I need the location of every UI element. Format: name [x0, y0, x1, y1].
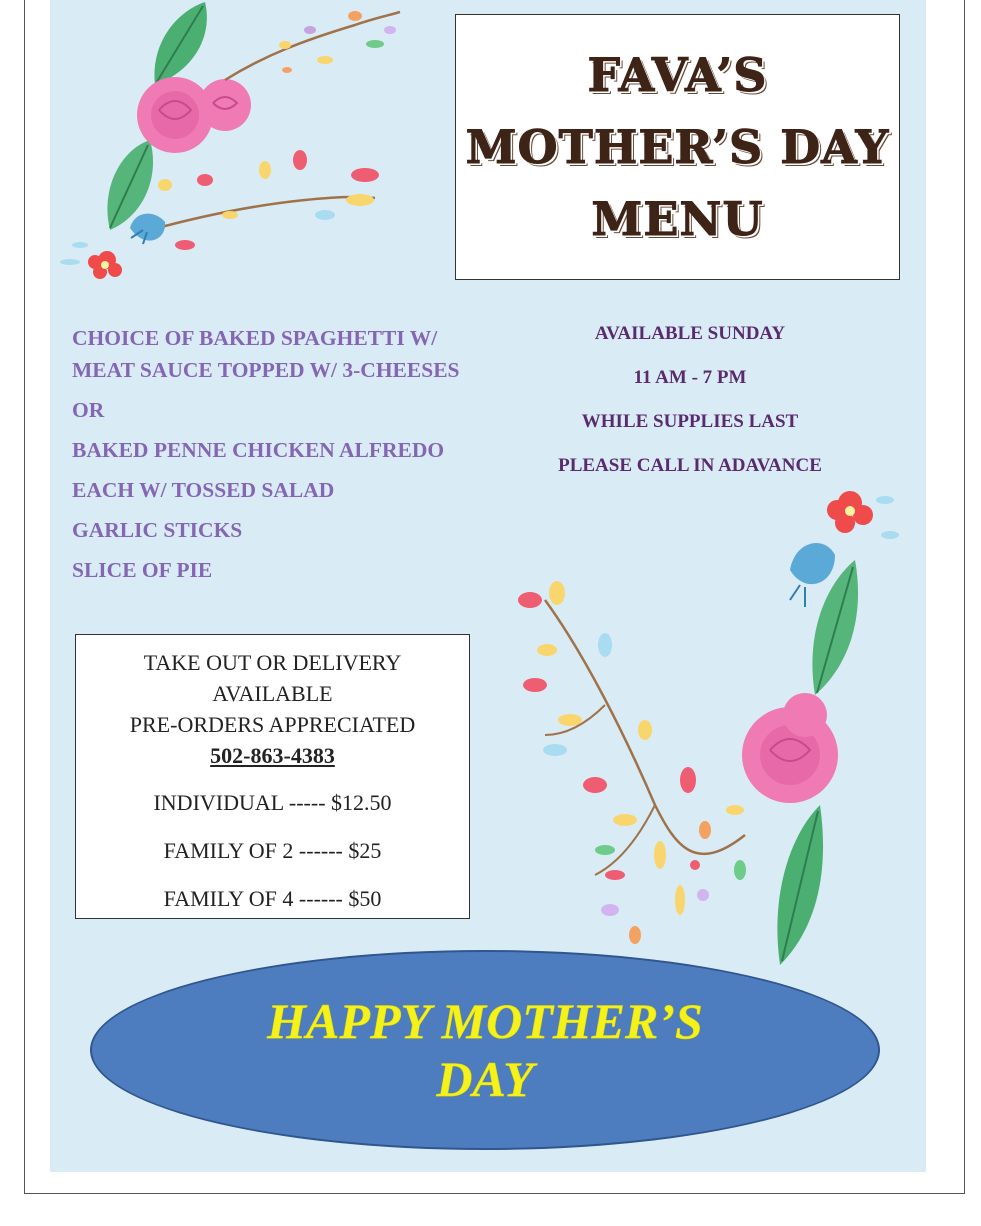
menu-item-alfredo: BAKED PENNE CHICKEN ALFREDO [72, 438, 445, 462]
info-hours: 11 AM - 7 PM [633, 367, 747, 388]
greeting-ellipse [90, 950, 880, 1150]
title-line-3: MENU [591, 192, 764, 246]
title-box [455, 14, 900, 280]
price-individual: INDIVIDUAL ----- $12.50 [153, 790, 392, 815]
menu-item-pie: SLICE OF PIE [72, 558, 213, 582]
menu-item-spaghetti: CHOICE OF BAKED SPAGHETTI W/ MEAT SAUCE TOPPED W/ 3-CHEESES [72, 326, 460, 382]
title-line-2: MOTHER’S DAY [465, 120, 890, 174]
order-box [75, 634, 470, 919]
price-family-4: FAMILY OF 4 ------ $50 [163, 886, 382, 911]
menu-item-garlic-sticks: GARLIC STICKS [72, 518, 243, 542]
menu-item-salad: EACH W/ TOSSED SALAD [72, 478, 335, 502]
greeting-line-2: DAY [436, 1051, 534, 1107]
order-take-out: TAKE OUT OR DELIVERY [143, 650, 402, 675]
menu-list [72, 322, 502, 594]
info-supplies: WHILE SUPPLIES LAST [581, 411, 799, 432]
info-call-advance: PLEASE CALL IN ADAVANCE [558, 455, 822, 476]
price-family-2: FAMILY OF 2 ------ $25 [163, 838, 382, 863]
order-available: AVAILABLE [212, 681, 333, 706]
order-phone: 502-863-4383 [210, 743, 335, 768]
menu-item-or: OR [72, 398, 105, 422]
floral-bottom-right-icon [505, 475, 905, 965]
availability-info [520, 318, 860, 494]
title-line-1: FAVA’S [587, 48, 768, 102]
order-preorders: PRE-ORDERS APPRECIATED [129, 712, 416, 737]
floral-top-left-icon [55, 0, 415, 290]
greeting-line-1: HAPPY MOTHER’S [267, 993, 703, 1049]
info-available-sunday: AVAILABLE SUNDAY [594, 323, 786, 344]
